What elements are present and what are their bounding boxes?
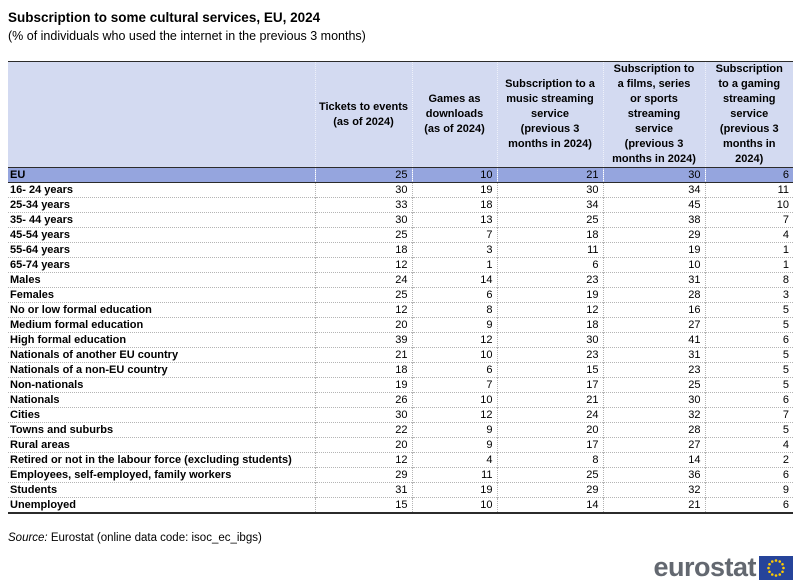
row-label: 65-74 years	[10, 259, 70, 271]
cell-value: 7	[705, 213, 793, 228]
source-text: Eurostat (online data code: isoc_ec_ibgs)	[50, 531, 262, 544]
table-row	[8, 468, 793, 483]
cell-value: 14	[603, 453, 705, 468]
eu-flag-icon	[759, 556, 793, 580]
cell-value: 30	[315, 183, 412, 198]
cell-value: 20	[315, 318, 412, 333]
table-row	[8, 288, 793, 303]
table-row	[8, 423, 793, 438]
cell-value: 18	[412, 198, 497, 213]
cell-value: 4	[705, 438, 793, 453]
table-row	[8, 198, 793, 213]
cell-value: 18	[497, 228, 603, 243]
cell-value: 23	[603, 363, 705, 378]
table-row	[8, 258, 793, 273]
cell-value: 6	[705, 468, 793, 483]
cell-value: 11	[412, 468, 497, 483]
cell-value: 33	[315, 198, 412, 213]
cell-value: 25	[315, 288, 412, 303]
eurostat-logo-text: eurostat	[653, 552, 756, 582]
cell-value: 29	[315, 468, 412, 483]
cell-value: 30	[603, 393, 705, 408]
cell-value: 4	[705, 228, 793, 243]
row-label-header	[8, 62, 315, 168]
column-header-4: Subscription to a gaming streaming service (previous 3 months in 2024)	[705, 62, 793, 168]
cell-value: 24	[497, 408, 603, 423]
table-row	[8, 243, 793, 258]
cell-value: 17	[497, 378, 603, 393]
cell-value: 30	[497, 183, 603, 198]
cell-value: 15	[315, 498, 412, 513]
cell-value: 29	[497, 483, 603, 498]
row-label: Nationals	[10, 394, 60, 406]
row-label: Non-nationals	[10, 379, 84, 391]
cell-value: 6	[705, 333, 793, 348]
cell-value: 10	[412, 393, 497, 408]
cell-value: 18	[497, 318, 603, 333]
cell-value: 1	[705, 243, 793, 258]
cell-value: 7	[705, 408, 793, 423]
cell-value: 25	[315, 228, 412, 243]
cell-value: 30	[315, 408, 412, 423]
cell-value: 21	[603, 498, 705, 513]
column-header-0: Tickets to events (as of 2024)	[315, 62, 412, 168]
cell-value: 34	[603, 183, 705, 198]
table-row	[8, 393, 793, 408]
cell-value: 25	[497, 213, 603, 228]
row-label: 45-54 years	[10, 229, 70, 241]
cell-value: 5	[705, 423, 793, 438]
cell-value: 13	[412, 213, 497, 228]
cell-value: 36	[603, 468, 705, 483]
row-label: Medium formal education	[10, 319, 144, 331]
row-label: Nationals of another EU country	[10, 349, 179, 361]
cell-value: 9	[705, 483, 793, 498]
cell-value: 9	[412, 423, 497, 438]
cell-value: 3	[705, 288, 793, 303]
table-row	[8, 333, 793, 348]
eurostat-logo	[653, 554, 793, 581]
page-title: Subscription to some cultural services, EU, 2024	[8, 10, 321, 25]
cell-value: 21	[497, 393, 603, 408]
cell-value: 10	[412, 348, 497, 363]
table-row	[8, 348, 793, 363]
row-label: Towns and suburbs	[10, 424, 114, 436]
cell-value: 4	[412, 453, 497, 468]
cell-value: 8	[705, 273, 793, 288]
cell-value: 5	[705, 348, 793, 363]
cell-value: 14	[412, 273, 497, 288]
table-row	[8, 363, 793, 378]
table-row-eu-highlight	[8, 168, 793, 183]
source-note	[8, 532, 800, 544]
row-label: Cities	[10, 409, 40, 421]
table-header-row	[8, 62, 793, 168]
row-label: Unemployed	[10, 498, 77, 511]
cell-value: 8	[497, 453, 603, 468]
cell-value: 7	[412, 228, 497, 243]
row-label: 55-64 years	[10, 244, 70, 256]
table-row	[8, 483, 793, 498]
cell-value: 31	[603, 273, 705, 288]
row-label: 35- 44 years	[10, 214, 73, 226]
cell-value: 6	[412, 288, 497, 303]
cell-value: 9	[412, 318, 497, 333]
row-label: Retired or not in the labour force (excluding students)	[10, 454, 292, 466]
cell-value: 39	[315, 333, 412, 348]
table-header	[8, 62, 793, 168]
cell-value: 23	[497, 348, 603, 363]
source-label: Source:	[8, 531, 48, 544]
cell-value: 10	[603, 258, 705, 273]
cell-value: 5	[705, 378, 793, 393]
column-header-1: Games as downloads (as of 2024)	[412, 62, 497, 168]
page-subtitle: (% of individuals who used the internet in the previous 3 months)	[8, 29, 366, 43]
cell-value: 19	[412, 183, 497, 198]
table-row	[8, 438, 793, 453]
table-row	[8, 408, 793, 423]
cell-value: 45	[603, 198, 705, 213]
cell-value: 12	[412, 333, 497, 348]
table-body	[8, 168, 793, 513]
cell-value: 26	[315, 393, 412, 408]
cell-value: 16	[603, 303, 705, 318]
cell-value: 19	[603, 243, 705, 258]
cell-value: 12	[315, 303, 412, 318]
row-label: No or low formal education	[10, 304, 152, 316]
cell-value: 12	[412, 408, 497, 423]
table-row	[8, 213, 793, 228]
cell-value: 19	[315, 378, 412, 393]
table-row	[8, 303, 793, 318]
cell-value: 5	[705, 303, 793, 318]
cell-value: 12	[315, 453, 412, 468]
cell-value: 41	[603, 333, 705, 348]
cell-value: 5	[705, 363, 793, 378]
cell-value: 1	[705, 258, 793, 273]
row-label: Nationals of a non-EU country	[10, 364, 168, 376]
table-row	[8, 498, 793, 513]
cell-value: 10	[705, 198, 793, 213]
cell-value: 6	[705, 168, 793, 183]
cell-value: 28	[603, 288, 705, 303]
cell-value: 18	[315, 363, 412, 378]
cell-value: 30	[497, 333, 603, 348]
cell-value: 12	[497, 303, 603, 318]
cell-value: 1	[412, 258, 497, 273]
cell-value: 11	[497, 243, 603, 258]
cell-value: 19	[412, 483, 497, 498]
cell-value: 21	[315, 348, 412, 363]
cell-value: 6	[412, 363, 497, 378]
cell-value: 24	[315, 273, 412, 288]
cell-value: 25	[315, 168, 412, 183]
cell-value: 32	[603, 408, 705, 423]
row-label: Rural areas	[10, 439, 70, 451]
cell-value: 18	[315, 243, 412, 258]
table-row	[8, 453, 793, 468]
cell-value: 3	[412, 243, 497, 258]
table-row	[8, 318, 793, 333]
cell-value: 20	[497, 423, 603, 438]
cell-value: 8	[412, 303, 497, 318]
cell-value: 12	[315, 258, 412, 273]
row-label: Students	[10, 484, 58, 496]
row-label: Females	[10, 289, 55, 301]
cell-value: 20	[315, 438, 412, 453]
row-label: 25-34 years	[10, 199, 70, 211]
cell-value: 17	[497, 438, 603, 453]
table-row	[8, 378, 793, 393]
row-label: Males	[10, 274, 41, 286]
cell-value: 2	[705, 453, 793, 468]
cell-value: 30	[315, 213, 412, 228]
cell-value: 19	[497, 288, 603, 303]
cell-value: 31	[603, 348, 705, 363]
cell-value: 27	[603, 318, 705, 333]
cell-value: 6	[705, 498, 793, 513]
cell-value: 27	[603, 438, 705, 453]
row-label: 16- 24 years	[10, 184, 73, 196]
cell-value: 38	[603, 213, 705, 228]
cell-value: 6	[705, 393, 793, 408]
cell-value: 11	[705, 183, 793, 198]
column-header-2: Subscription to a music streaming service (previous 3 months in 2024)	[497, 62, 603, 168]
cell-value: 10	[412, 168, 497, 183]
cell-value: 23	[497, 273, 603, 288]
cell-value: 5	[705, 318, 793, 333]
cell-value: 25	[603, 378, 705, 393]
cell-value: 22	[315, 423, 412, 438]
table-row	[8, 273, 793, 288]
cell-value: 30	[603, 168, 705, 183]
cell-value: 29	[603, 228, 705, 243]
column-header-3: Subscription to a films, series or sports streaming service (previous 3 months in 2024)	[603, 62, 705, 168]
row-label: Employees, self-employed, family workers	[10, 469, 232, 481]
cell-value: 31	[315, 483, 412, 498]
cell-value: 15	[497, 363, 603, 378]
cell-value: 32	[603, 483, 705, 498]
cell-value: 14	[497, 498, 603, 513]
cell-value: 34	[497, 198, 603, 213]
cell-value: 6	[497, 258, 603, 273]
cell-value: 10	[412, 498, 497, 513]
cell-value: 28	[603, 423, 705, 438]
cell-value: 9	[412, 438, 497, 453]
row-label: EU	[10, 169, 26, 181]
cell-value: 7	[412, 378, 497, 393]
cell-value: 25	[497, 468, 603, 483]
row-label: High formal education	[10, 334, 127, 346]
table-row	[8, 183, 793, 198]
table-row	[8, 228, 793, 243]
data-table	[8, 61, 793, 514]
cell-value: 21	[497, 168, 603, 183]
